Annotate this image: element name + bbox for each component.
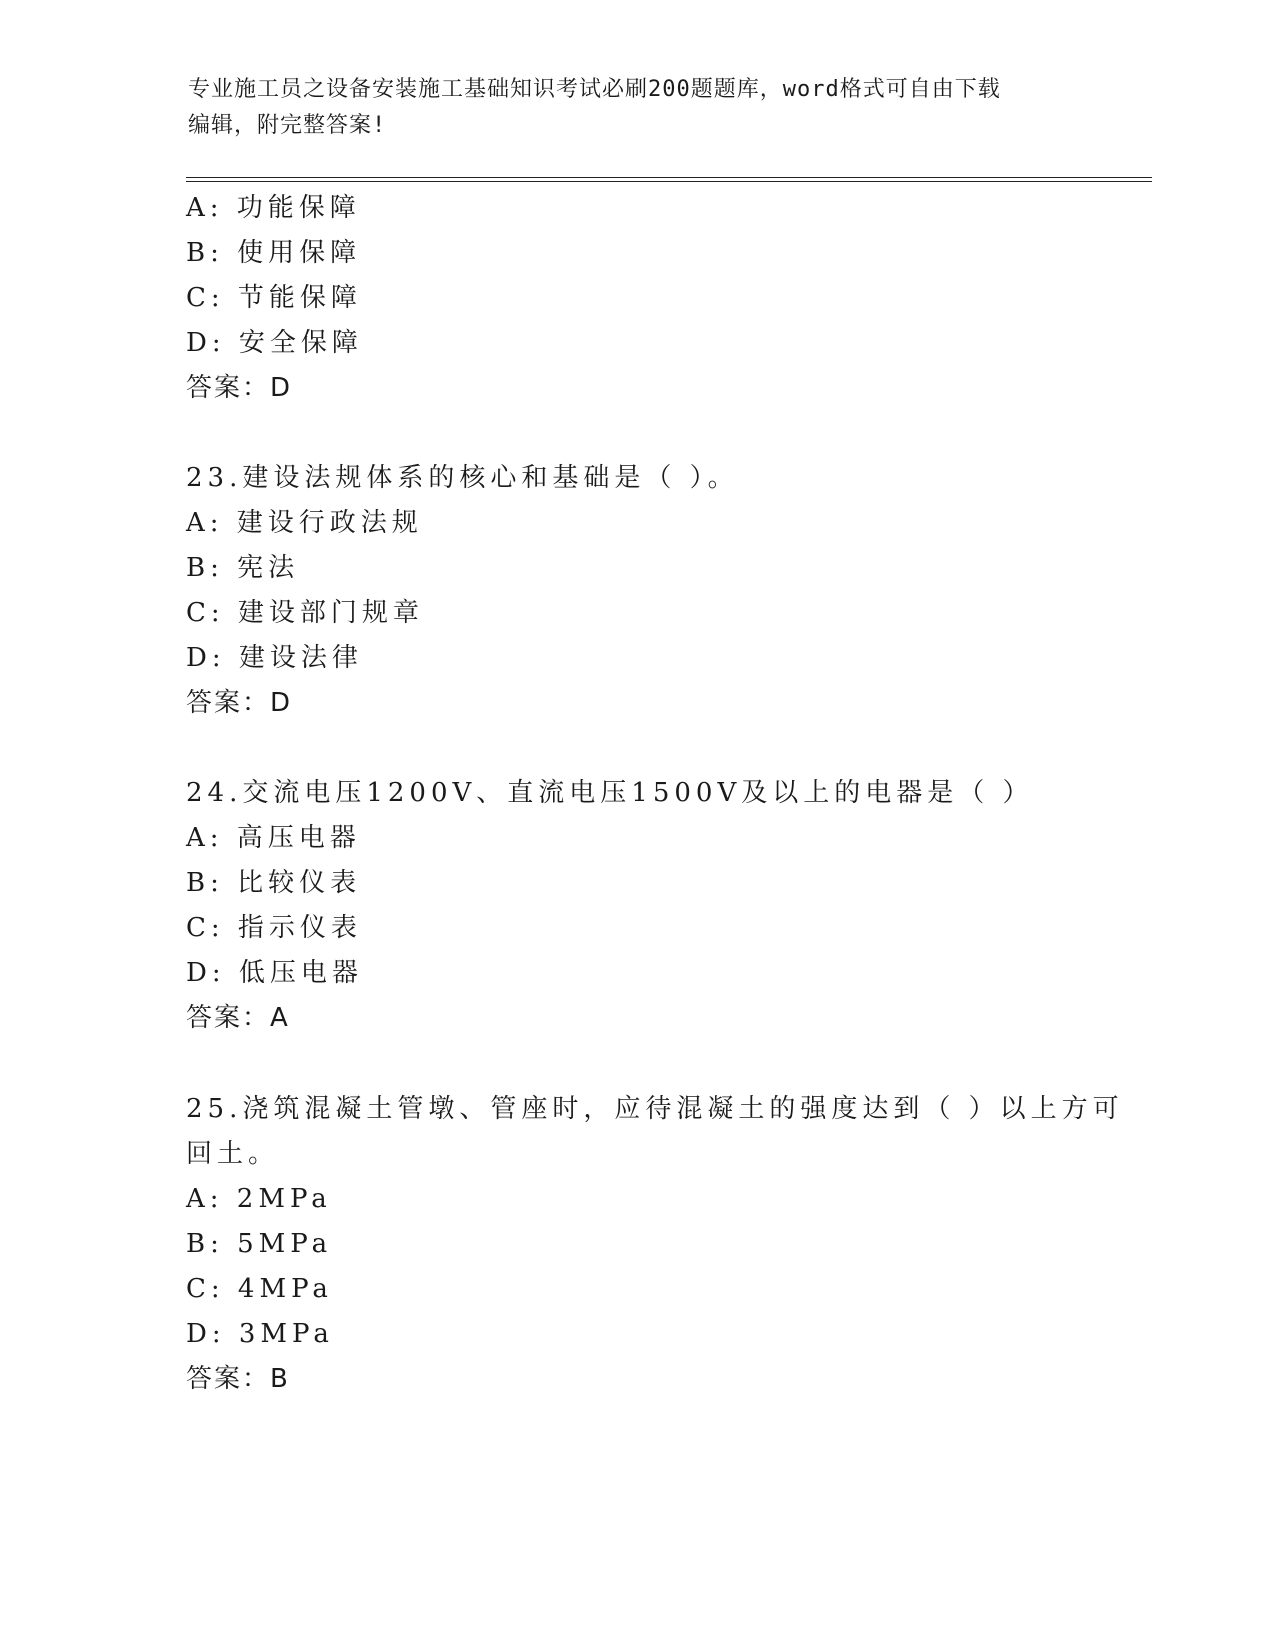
- q24-option-b: B: 比较仪表: [186, 868, 362, 898]
- q22-option-a: A: 功能保障: [186, 193, 361, 223]
- q24-option-d: D: 低压电器: [186, 958, 363, 988]
- q25-option-a: A: 2MPa: [186, 1184, 332, 1214]
- q23-option-a: A: 建设行政法规: [186, 508, 423, 538]
- q25-question-line1: 25.浇筑混凝土管墩、管座时，应待混凝土的强度达到（ ）以上方可: [186, 1094, 1124, 1124]
- q22-option-b: B: 使用保障: [186, 238, 362, 268]
- q25-option-d: D: 3MPa: [186, 1319, 334, 1349]
- header-title-line2: 编辑，附完整答案!: [188, 113, 387, 138]
- q25-question-line2: 回土。: [186, 1139, 280, 1169]
- header-divider: [186, 177, 1152, 182]
- q23-option-c: C: 建设部门规章: [186, 598, 424, 628]
- q25-option-c: C: 4MPa: [186, 1274, 333, 1304]
- q25-option-b: B: 5MPa: [186, 1229, 333, 1259]
- q23-option-b: B: 宪法: [186, 553, 300, 583]
- q25-answer: 答案：B: [186, 1364, 290, 1394]
- q22-option-d: D: 安全保障: [186, 328, 363, 358]
- q22-option-c: C: 节能保障: [186, 283, 362, 313]
- q23-answer: 答案：D: [186, 688, 293, 718]
- q22-answer: 答案：D: [186, 373, 293, 403]
- q23-option-d: D: 建设法律: [186, 643, 363, 673]
- q24-question: 24.交流电压1200V、直流电压1500V及以上的电器是（ ）: [186, 778, 1034, 808]
- header-title-line1: 专业施工员之设备安装施工基础知识考试必刷200题题库，word格式可自由下载: [188, 77, 1001, 102]
- q23-question: 23.建设法规体系的核心和基础是（ ）。: [186, 463, 739, 493]
- q24-option-a: A: 高压电器: [186, 823, 361, 853]
- document-header: [188, 72, 1068, 144]
- q24-option-c: C: 指示仪表: [186, 913, 362, 943]
- q24-answer: 答案：A: [186, 1003, 290, 1033]
